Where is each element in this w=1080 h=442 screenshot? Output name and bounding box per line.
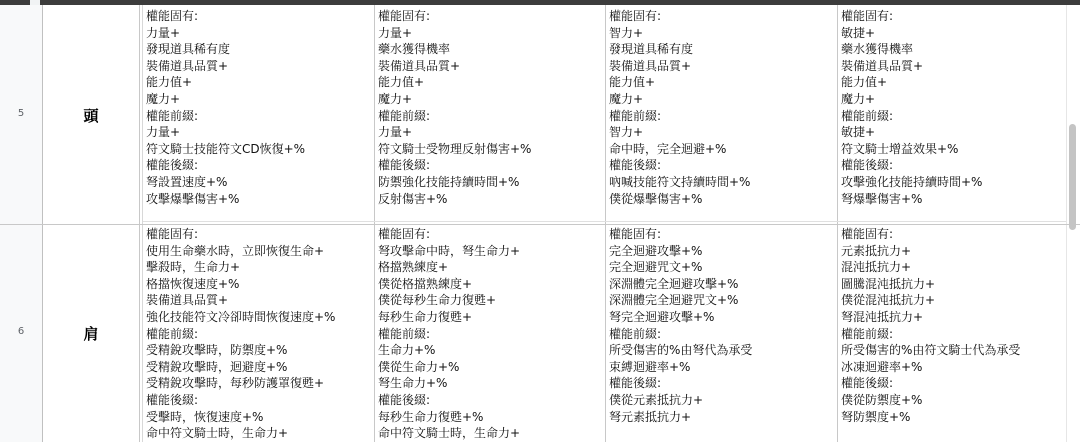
cell-text-line: 命中符文騎士時，生命力+ <box>146 426 289 441</box>
cell-text-line: 符文騎士技能符文CD恢復+% <box>146 141 306 156</box>
cell-text-line: 權能前綴: <box>146 326 199 341</box>
cell-text-line: 僕從防禦度+% <box>841 392 923 407</box>
cell-text-line: 裝備道具品質+ <box>146 293 229 308</box>
cell-text-line: 受精銳攻擊時，防禦度+% <box>146 343 288 358</box>
cell-text-line: 能力值+ <box>378 75 425 90</box>
cell-text-line: 權能前綴: <box>609 108 662 123</box>
cell-text-line: 受精銳攻擊時，迴避度+% <box>146 359 288 374</box>
cell-text-line: 力量+ <box>378 125 413 140</box>
cell-text-line: 裝備道具品質+ <box>378 58 461 73</box>
cell-text-line: 權能後綴: <box>609 376 662 391</box>
cell-text-line: 裝備道具品質+ <box>841 58 924 73</box>
cell-text-line: 攻擊強化技能持續時間+% <box>841 174 983 189</box>
cell-text-line: 權能後綴: <box>378 392 431 407</box>
cell-text-line: 反射傷害+% <box>378 191 448 206</box>
row-number-6[interactable]: 6 <box>17 326 25 337</box>
cell-text-line: 受精銳攻擊時，每秒防護罩復甦+ <box>146 376 325 391</box>
cell-text-line: 權能固有: <box>609 227 662 241</box>
cell-text-line: 弩元素抵抗力+ <box>609 409 692 424</box>
cell-text-line: 攻擊爆擊傷害+% <box>146 191 240 206</box>
category-cell-shoulder[interactable]: 肩 <box>83 325 99 343</box>
cell-text-line: 僕從混沌抵抗力+ <box>841 293 936 308</box>
cell-text-line: 權能前綴: <box>609 326 662 341</box>
cell-text-line: 力量+ <box>146 125 181 140</box>
spreadsheet-cell[interactable] <box>378 8 603 220</box>
cell-text-line: 藥水獲得機率 <box>378 42 451 57</box>
cell-text-line: 權能後綴: <box>841 158 894 173</box>
cell-text-line: 能力值+ <box>841 75 888 90</box>
cell-text-line: 魔力+ <box>146 91 181 106</box>
cell-text-line: 權能後綴: <box>146 392 199 407</box>
cell-text-line: 弩設置速度+% <box>146 174 228 189</box>
cell-text-line: 格擋熟練度+ <box>378 260 449 275</box>
cell-text-line: 權能後綴: <box>609 158 662 173</box>
cell-text-line: 權能固有: <box>378 9 431 23</box>
cell-text-line: 裝備道具品質+ <box>146 58 229 73</box>
cell-text-line: 使用生命藥水時，立即恢復生命+ <box>146 243 325 258</box>
top-border-strip <box>0 0 1080 5</box>
cell-text-line: 權能固有: <box>841 9 894 23</box>
cell-text-line: 生命力+% <box>378 343 436 358</box>
cell-text-line: 藥水獲得機率 <box>841 42 914 57</box>
row-number-5[interactable]: 5 <box>17 108 25 119</box>
cell-text-line: 發現道具稀有度 <box>609 42 694 57</box>
row-divider <box>143 221 1066 222</box>
cell-text-line: 弩混沌抵抗力+ <box>841 309 924 324</box>
cell-text-line: 力量+ <box>378 25 413 40</box>
cell-text-line: 僕從元素抵抗力+ <box>609 392 704 407</box>
cell-text-line: 僕從格擋熟練度+ <box>378 276 473 291</box>
cell-text-line: 每秒生命力復甦+ <box>378 309 473 324</box>
cell-text-line: 圖騰混沌抵抗力+ <box>841 276 936 291</box>
cell-text-line: 僕從爆擊傷害+% <box>609 191 703 206</box>
cell-text-line: 強化技能符文冷卻時間恢復速度+% <box>146 309 336 324</box>
cell-text-line: 弩爆擊傷害+% <box>841 191 923 206</box>
cell-text-line: 權能前綴: <box>841 108 894 123</box>
cell-text-line: 命中符文騎士時，生命力+ <box>378 426 521 441</box>
category-cell-head[interactable]: 頭 <box>83 107 99 125</box>
cell-text-line: 命中時，完全迴避+% <box>609 141 727 156</box>
cell-text-line: 權能前綴: <box>146 108 199 123</box>
cell-text-line: 僕從生命力+% <box>378 359 460 374</box>
cell-text-line: 僕從每秒生命力復甦+ <box>378 293 497 308</box>
cell-text-line: 敏捷+ <box>841 25 876 40</box>
cell-text-line: 吶喊技能符文持續時間+% <box>609 174 751 189</box>
cell-text-line: 發現道具稀有度 <box>146 42 231 57</box>
cell-text-line: 符文騎士受物理反射傷害+% <box>378 141 532 156</box>
cell-text-line: 權能後綴: <box>146 158 199 173</box>
cell-text-line: 每秒生命力復甦+% <box>378 409 484 424</box>
cell-text-line: 權能固有: <box>146 227 199 241</box>
cell-text-line: 弩攻擊命中時，弩生命力+ <box>378 243 521 258</box>
cell-text-line: 力量+ <box>146 25 181 40</box>
cell-text-line: 權能固有: <box>378 227 431 241</box>
cell-text-line: 完全迴避攻擊+% <box>609 243 703 258</box>
cell-text-line: 弩生命力+% <box>378 376 448 391</box>
cell-text-line: 束縛迴避率+% <box>609 359 691 374</box>
cell-text-line: 冰凍迴避率+% <box>841 359 923 374</box>
spreadsheet-cell[interactable] <box>146 226 372 442</box>
cell-text-line: 敏捷+ <box>841 125 876 140</box>
spreadsheet-cell[interactable] <box>841 226 1065 442</box>
vertical-scrollbar-thumb[interactable] <box>1069 124 1076 230</box>
cell-text-line: 格擋恢復速度+% <box>146 276 240 291</box>
cell-text-line: 元素抵抗力+ <box>841 243 912 258</box>
cell-text-line: 權能固有: <box>609 9 662 23</box>
cell-text-line: 權能前綴: <box>378 108 431 123</box>
cell-text-line: 權能後綴: <box>841 376 894 391</box>
cell-text-line: 權能前綴: <box>378 326 431 341</box>
cell-text-line: 混沌抵抗力+ <box>841 260 912 275</box>
spreadsheet-cell[interactable] <box>146 8 372 220</box>
row-divider <box>0 224 1080 225</box>
cell-text-line: 魔力+ <box>841 91 876 106</box>
cell-text-line: 弩防禦度+% <box>841 409 911 424</box>
cell-text-line: 權能固有: <box>146 9 199 23</box>
spreadsheet-cell[interactable] <box>609 226 835 442</box>
cell-text-line: 防禦強化技能持續時間+% <box>378 174 520 189</box>
cell-text-line: 能力值+ <box>609 75 656 90</box>
cell-text-line: 智力+ <box>609 125 644 140</box>
cell-text-line: 魔力+ <box>378 91 413 106</box>
cell-text-line: 弩完全迴避攻擊+% <box>609 309 715 324</box>
spreadsheet-cell[interactable] <box>609 8 835 220</box>
cell-text-line: 權能前綴: <box>841 326 894 341</box>
cell-text-line: 所受傷害的%由符文騎士代為承受 <box>841 343 1021 358</box>
cell-text-line: 符文騎士增益效果+% <box>841 141 959 156</box>
cell-text-line: 深淵體完全迴避攻擊+% <box>609 276 739 291</box>
cell-text-line: 受擊時，恢復速度+% <box>146 409 264 424</box>
cell-text-line: 所受傷害的%由弩代為承受 <box>609 343 753 358</box>
cell-text-line: 權能固有: <box>841 227 894 241</box>
spreadsheet-cell[interactable] <box>378 226 603 442</box>
cell-text-line: 能力值+ <box>146 75 193 90</box>
spreadsheet-cell[interactable] <box>841 8 1065 220</box>
cell-text-line: 權能後綴: <box>378 158 431 173</box>
cell-text-line: 魔力+ <box>609 91 644 106</box>
cell-text-line: 智力+ <box>609 25 644 40</box>
cell-text-line: 擊殺時，生命力+ <box>146 260 241 275</box>
cell-text-line: 裝備道具品質+ <box>609 58 692 73</box>
cell-text-line: 深淵體完全迴避咒文+% <box>609 293 739 308</box>
cell-text-line: 完全迴避咒文+% <box>609 260 703 275</box>
